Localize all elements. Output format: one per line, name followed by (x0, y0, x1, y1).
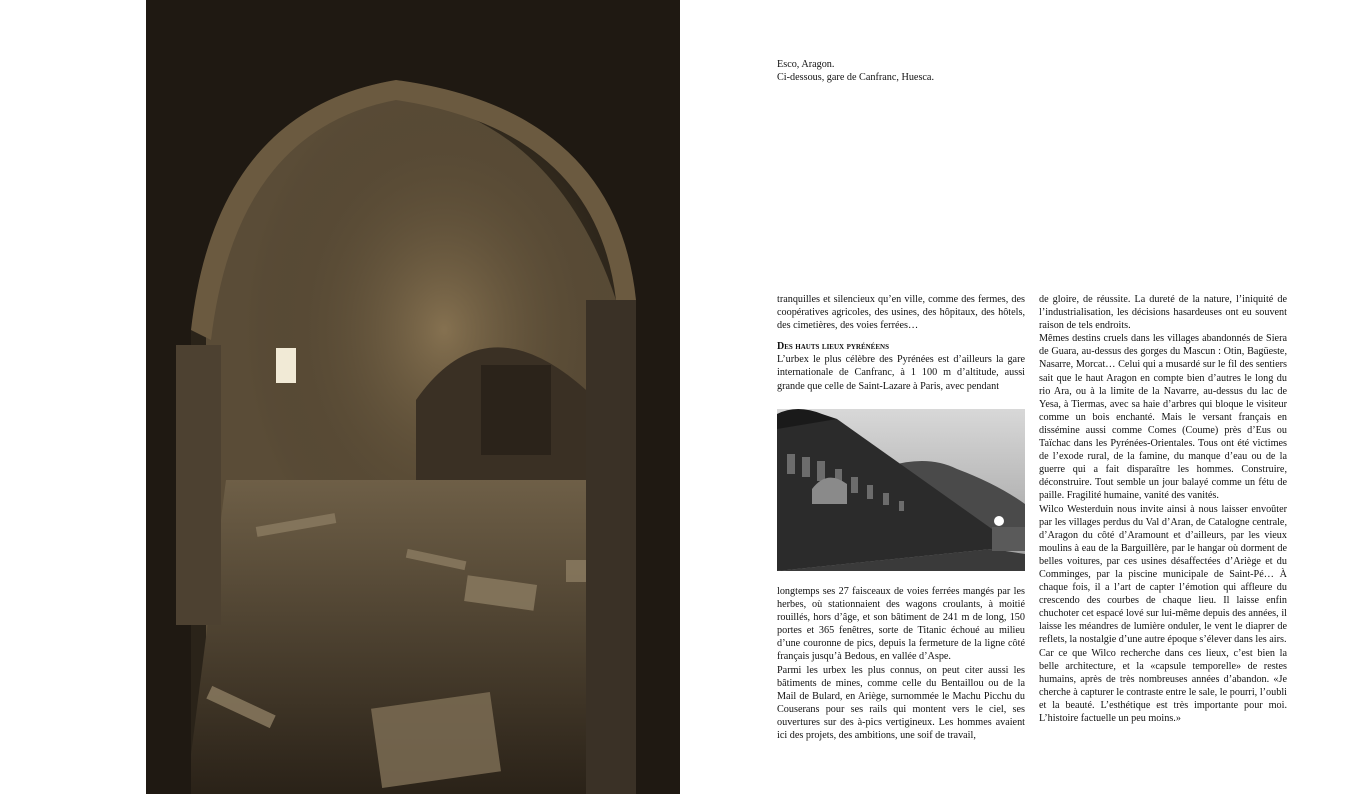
section-heading: Des hauts lieux pyrénéens (777, 341, 889, 353)
paragraph: Car ce que Wilco recherche dans ces lieux, c’est bien la belle architecture, et la «capsule temporelle» de restes humains, après de très nombreuses années d’abandon. «Je cherche à capturer le contraste entre le sale, le pourri, l’oubli et la beauté. L’esthétique est très importante pour moi. L’histoire factuelle un peu moins.» (1039, 647, 1287, 724)
article-column-2 (1039, 293, 1287, 725)
paragraph: longtemps ses 27 faisceaux de voies ferrées mangés par les herbes, où stationnaient des wagons croulants, à moitié rouillés, hors d’âge, et son bâtiment de 241 m de long, 150 portes et 365 fenêtres, sorte de Titanic échoué au milieu d’une couronne de pics, depuis la fermeture de la ligne côté français jusqu’à Bedous, en vallée d’Aspe. (777, 586, 1025, 663)
caption-line-1: Esco, Aragon. (777, 59, 835, 70)
paragraph: tranquilles et silencieux qu’en ville, comme des fermes, des coopératives agricoles, des usines, des hôpitaux, des hôtels, des cimetières, des voies ferrées… (777, 294, 1025, 332)
paragraph: L’urbex le plus célèbre des Pyrénées est d’ailleurs la gare internationale de Canfranc, à 1 100 m d’altitude, aussi grande que celle de Saint-Lazare à Paris, avec pendant (777, 354, 1025, 392)
photo-caption (777, 58, 934, 84)
church-interior-illustration (146, 0, 680, 794)
paragraph: Wilco Westerduin nous invite ainsi à nous laisser envoûter par les villages perdus du Val d’Aran, de Catalogne centrale, d’Aragon du côté d’Aramount et d’ailleurs, par les vieux moulins à eau de la Barguillère, par le hangar où dorment de belles voitures, par ces usines désaffectées d’Ariège et du Comminges, par la piscine municipale de Saint-Pé… À chaque fois, il a l’art de capter l’émotion qui affleure du crescendo des courbes de chaque lieu. Il laisse enfin chuchoter cet espacé lové sur lui-même depuis des années, il laisse les méandres de lumière onduler, le vent le diaprer de reflets, la nostalgie d’une autre époque s’élever dans les airs. (1039, 503, 1287, 646)
paragraph: Mêmes destins cruels dans les villages abandonnés de Siera de Guara, au-dessus des gorges du Mascun : Otin, Bagüeste, Nasarre, Morcat… Celui qui a musardé sur le fil des sentiers sait que le haut Aragon en compte bien d’autres le long du rio Ara, ou à la limite de la Navarre, au-dessus du lac de Yesa, à Tiermas, avec sa haie d’arbres qui bloque le visiteur comme un bois enchanté. Mais le versant français en dissémine aussi comme Comes (Coume) près d’Eus ou Taïchac dans les Pyrénées-Orientales. Tous ont été victimes de l’exode rural, de la famine, du manque d’eau ou de la guerre qui a fait disparaître les hommes. Construire, déconstruire. Tout semble un jour balayé comme un fétu de paille. Fragilité humaine, vanité des vanités. (1039, 333, 1287, 502)
paragraph: de gloire, de réussite. La dureté de la nature, l’iniquité de l’industrialisation, les décisions hasardeuses ont eu souvent raison de tels endroits. (1039, 294, 1287, 332)
abandoned-church-photo (146, 0, 680, 794)
caption-line-2: Ci-dessous, gare de Canfranc, Huesca. (777, 72, 935, 83)
article-column-1-bottom (777, 585, 1025, 742)
canfranc-station-photo (777, 409, 1025, 571)
paragraph: Parmi les urbex les plus connus, on peut citer aussi les bâtiments de mines, comme celle du Bentaillou ou de la Mail de Bulard, en Ariège, surnommée le Machu Picchu du Couserans pour ses rails qui montent vers le ciel, ses ouvertures sur des à-pics vertigineux. Les hommes avaient ici des projets, des ambitions, une soif de travail, (777, 664, 1025, 742)
article-column-1-top (777, 293, 1025, 393)
station-illustration (777, 409, 1025, 571)
